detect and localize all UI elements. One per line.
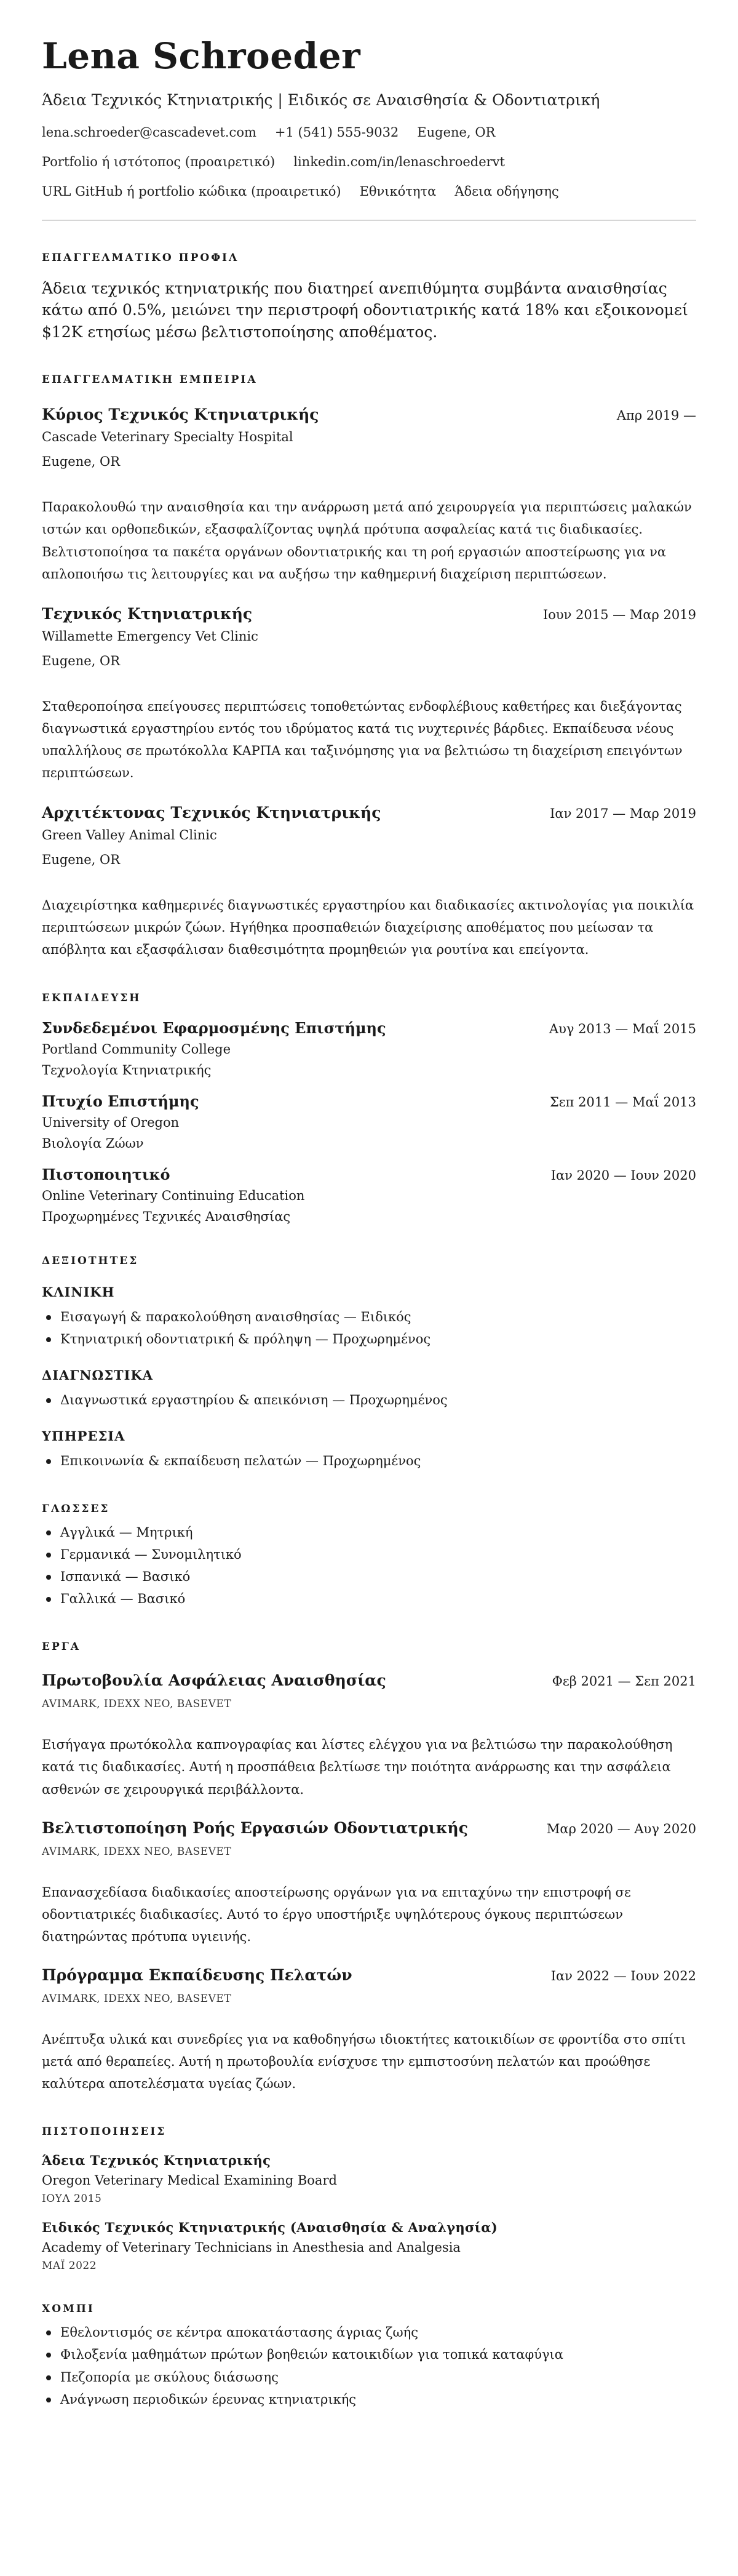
job-dates: Ιαν 2017 — Μαρ 2019: [550, 806, 696, 822]
job-company: Cascade Veterinary Specialty Hospital: [42, 430, 293, 445]
education-entry: [42, 1166, 696, 1224]
contact-row-links: [42, 154, 696, 169]
skill-item: Επικοινωνία & εκπαίδευση πελατών — Προχωρημένος: [42, 1450, 696, 1472]
skill-category-title: ΔΙΑΓΝΩΣΤΙΚΑ: [42, 1367, 154, 1383]
hobby-item: Φιλοξενία μαθημάτων πρώτων βοηθειών κατοικιδίων για τοπικά καταφύγια: [42, 2343, 696, 2366]
education-dates: Ιαν 2020 — Ιουν 2020: [550, 1167, 696, 1183]
contact-row-extra: [42, 184, 696, 199]
project-description: Ανέπτυξα υλικά και συνεδρίες για να καθοδηγήσω ιδιοκτήτες κατοικιδίων σε φροντίδα στο σπίτι μετά από θεραπείες. Αυτή η πρωτοβουλία ενίσχυσε την εμπιστοσύνη πελατών και προώθησε καλύτερα αποτελέσματα υγείας ζώων.: [42, 2032, 686, 2092]
education-dates: Σεπ 2011 — Μαΐ 2013: [549, 1094, 696, 1110]
certification-date: ΜΑΪ 2022: [42, 2260, 97, 2273]
project-description: Επανασχεδίασα διαδικασίες αποστείρωσης οργάνων για να επιταχύνω την επιστροφή σε οδοντιατρικές διαδικασίες. Αυτό το έργο υποστήριξε υψηλότερους όγκους περιπτώσεων διατηρώντας πρότυπα υγιεινής.: [42, 1884, 631, 1944]
language-list: [42, 1521, 696, 1610]
education-school: University of Oregon: [42, 1114, 180, 1130]
education-degree: Πιστοποιητικό: [42, 1165, 170, 1183]
contact-portfolio[interactable]: Portfolio ή ιστότοπος (προαιρετικό): [42, 154, 276, 169]
project-dates: Μαρ 2020 — Αυγ 2020: [546, 1821, 696, 1836]
job-title: Αρχιτέκτονας Τεχνικός Κτηνιατρικής: [42, 804, 381, 822]
skills-section: [42, 1255, 696, 1472]
hobby-item: Πεζοπορία με σκύλους διάσωσης: [42, 2366, 696, 2388]
job-location: Eugene, OR: [42, 852, 121, 868]
hobbies-section: [42, 2303, 696, 2410]
language-item: Αγγλικά — Μητρική: [42, 1521, 696, 1543]
certifications-section: [42, 2126, 696, 2272]
project-tech: AVIMARK, IDEXX NEO, BASEVET: [42, 1698, 232, 1711]
project-entry: [42, 1819, 696, 1948]
skill-list: [42, 1306, 696, 1350]
candidate-name: Lena Schroeder: [42, 35, 361, 77]
experience-heading: ΕΠΑΓΓΕΛΜΑΤΙΚΗ ΕΜΠΕΙΡΙΑ: [42, 374, 258, 386]
skill-list: [42, 1450, 696, 1472]
certification-issuer: Academy of Veterinary Technicians in Anesthesia and Analgesia: [42, 2240, 461, 2255]
projects-section: [42, 1641, 696, 2095]
project-entry: [42, 1671, 696, 1800]
job-description: Διαχειρίστηκα καθημερινές διαγνωστικές εργαστηρίου και διαδικασίες ακτινολογίας για ποικιλία περιπτώσεων μικρών ζώων. Ηγήθηκα προσπαθειών διαχείρισης αποθέματος που μείωσαν τα απόβλητα και εξασφάλισαν διαθεσιμότητα προμηθειών για ρουτίνα και επείγοντα.: [42, 898, 694, 958]
skill-item: Εισαγωγή & παρακολούθηση αναισθησίας — Ειδικός: [42, 1306, 696, 1328]
skill-list: [42, 1389, 696, 1411]
contact-location: Eugene, OR: [417, 124, 496, 140]
skills-heading: ΔΕΞΙΟΤΗΤΕΣ: [42, 1254, 139, 1267]
language-item: Γαλλικά — Βασικό: [42, 1588, 696, 1610]
skill-category-title: ΥΠΗΡΕΣΙΑ: [42, 1428, 125, 1444]
job-title: Κύριος Τεχνικός Κτηνιατρικής: [42, 406, 319, 424]
profile-text: Άδεια τεχνικός κτηνιατρικής που διατηρεί ανεπιθύμητα συμβάντα αναισθησίας κάτω από 0.5%, μειώνει την περιστροφή οδοντιατρικής κατά 18% και εξοικονομεί $12K ετησίως μέσω βελτιστοποίησης αποθέματος.: [42, 279, 688, 341]
project-tech: AVIMARK, IDEXX NEO, BASEVET: [42, 1845, 232, 1858]
skill-item: Κτηνιατρική οδοντιατρική & πρόληψη — Προχωρημένος: [42, 1328, 696, 1350]
job-company: Willamette Emergency Vet Clinic: [42, 628, 258, 644]
education-field: Βιολογία Ζώων: [42, 1135, 144, 1151]
contact-linkedin[interactable]: linkedin.com/in/lenaschroedervt: [293, 154, 505, 169]
job-dates: Ιουν 2015 — Μαρ 2019: [542, 607, 696, 622]
education-entry: [42, 1019, 696, 1078]
education-heading: ΕΚΠΑΙΔΕΥΣΗ: [42, 991, 141, 1004]
language-item: Ισπανικά — Βασικό: [42, 1566, 696, 1588]
project-dates: Φεβ 2021 — Σεπ 2021: [552, 1674, 696, 1689]
project-entry: [42, 1966, 696, 2095]
contact-phone[interactable]: +1 (541) 555-9032: [274, 124, 399, 140]
job-location: Eugene, OR: [42, 454, 121, 470]
education-entry: [42, 1092, 696, 1151]
profile-heading: ΕΠΑΓΓΕΛΜΑΤΙΚΟ ΠΡΟΦΙΛ: [42, 251, 239, 264]
job-dates: Απρ 2019 —: [616, 408, 696, 423]
education-field: Τεχνολογία Κτηνιατρικής: [42, 1062, 212, 1078]
hobbies-heading: ΧΟΜΠΙ: [42, 2303, 95, 2316]
certifications-heading: ΠΙΣΤΟΠΟΙΗΣΕΙΣ: [42, 2126, 167, 2138]
experience-section: [42, 374, 696, 961]
skill-category-title: ΚΛΙΝΙΚΗ: [42, 1284, 115, 1300]
certification-date: ΙΟΥΛ 2015: [42, 2193, 102, 2206]
certification-name: Ειδικός Τεχνικός Κτηνιατρικής (Αναισθησία & Αναλγησία): [42, 2220, 498, 2236]
contact-github[interactable]: URL GitHub ή portfolio κώδικα (προαιρετικό): [42, 183, 341, 199]
job-description: Παρακολουθώ την αναισθησία και την ανάρρωση μετά από χειρουργεία για περιπτώσεις μαλακών ιστών και ορθοπεδικών, εξασφαλίζοντας υψηλά πρότυπα ασφαλείας κατά τις διαδικασίες. Βελτιστοποίησα τα πακέτα οργάνων οδοντιατρικής και τη ροή εργασιών αποστείρωσης για να απλοποιήσω τις λειτουργίες και να αυξήσω την καθημερινή διαχείριση περιπτώσεων.: [42, 500, 692, 582]
contact-nationality: Εθνικότητα: [359, 183, 437, 199]
language-item: Γερμανικά — Συνομιλητικό: [42, 1543, 696, 1566]
education-dates: Αυγ 2013 — Μαΐ 2015: [549, 1021, 696, 1036]
education-school: Portland Community College: [42, 1041, 231, 1057]
languages-section: [42, 1503, 696, 1610]
job-company: Green Valley Animal Clinic: [42, 828, 217, 843]
hobby-item: Εθελοντισμός σε κέντρα αποκατάστασης άγριας ζωής: [42, 2321, 696, 2343]
header-divider: [42, 220, 696, 221]
project-description: Εισήγαγα πρωτόκολλα καπνογραφίας και λίστες ελέγχου για να βελτιώσω την παρακολούθηση κατά τις διαδικασίες. Αυτή η προσπάθεια βελτίωσε την ποιότητα ανάρρωσης και την ασφάλεια ασθενών σε χειρουργικά περιβάλλοντα.: [42, 1737, 673, 1797]
certification-name: Άδεια Τεχνικός Κτηνιατρικής: [42, 2153, 271, 2169]
contact-email[interactable]: lena.schroeder@cascadevet.com: [42, 124, 256, 140]
job-location: Eugene, OR: [42, 653, 121, 668]
project-title: Πρωτοβουλία Ασφάλειας Αναισθησίας: [42, 1671, 386, 1690]
education-school: Online Veterinary Continuing Education: [42, 1188, 305, 1203]
education-degree: Πτυχίο Επιστήμης: [42, 1092, 199, 1110]
job-entry: [42, 605, 696, 784]
hobby-item: Ανάγνωση περιοδικών έρευνας κτηνιατρικής: [42, 2388, 696, 2410]
hobby-list: [42, 2321, 696, 2410]
education-section: [42, 992, 696, 1224]
candidate-title: Άδεια Τεχνικός Κτηνιατρικής | Ειδικός σε Αναισθησία & Οδοντιατρική: [42, 90, 600, 109]
languages-heading: ΓΛΩΣΣΕΣ: [42, 1502, 110, 1515]
certification-issuer: Oregon Veterinary Medical Examining Board: [42, 2173, 337, 2188]
job-description: Σταθεροποίησα επείγουσες περιπτώσεις τοποθετώντας ενδοφλέβιους καθετήρες και διεξάγοντας διαγνωστικά εργαστηρίου εντός του ιδρύματος κατά τις νυχτερινές βάρδιες. Εκπαίδευσα νέους υπαλλήλους σε πρωτόκολλα ΚΑΡΠΑ και ταξινόμησης για να βελτιώσω τη διαχείριση επειγόντων περιπτώσεων.: [42, 698, 683, 781]
skill-item: Διαγνωστικά εργαστηρίου & απεικόνιση — Προχωρημένος: [42, 1389, 696, 1411]
profile-section: [42, 252, 696, 343]
project-dates: Ιαν 2022 — Ιουν 2022: [550, 1969, 696, 1984]
job-title: Τεχνικός Κτηνιατρικής: [42, 604, 253, 623]
project-tech: AVIMARK, IDEXX NEO, BASEVET: [42, 1993, 232, 2006]
education-degree: Συνδεδεμένοι Εφαρμοσμένης Επιστήμης: [42, 1018, 386, 1037]
education-field: Προχωρημένες Τεχνικές Αναισθησίας: [42, 1209, 291, 1224]
projects-heading: ΕΡΓΑ: [42, 1641, 81, 1654]
job-entry: [42, 804, 696, 961]
project-title: Βελτιστοποίηση Ροής Εργασιών Οδοντιατρικής: [42, 1818, 468, 1837]
resume-header: [42, 37, 696, 199]
certification-entry: [42, 2153, 696, 2205]
contact-license: Άδεια οδήγησης: [454, 183, 559, 199]
certification-entry: [42, 2220, 696, 2272]
contact-row-primary: [42, 125, 696, 140]
job-entry: [42, 406, 696, 585]
project-title: Πρόγραμμα Εκπαίδευσης Πελατών: [42, 1966, 352, 1985]
